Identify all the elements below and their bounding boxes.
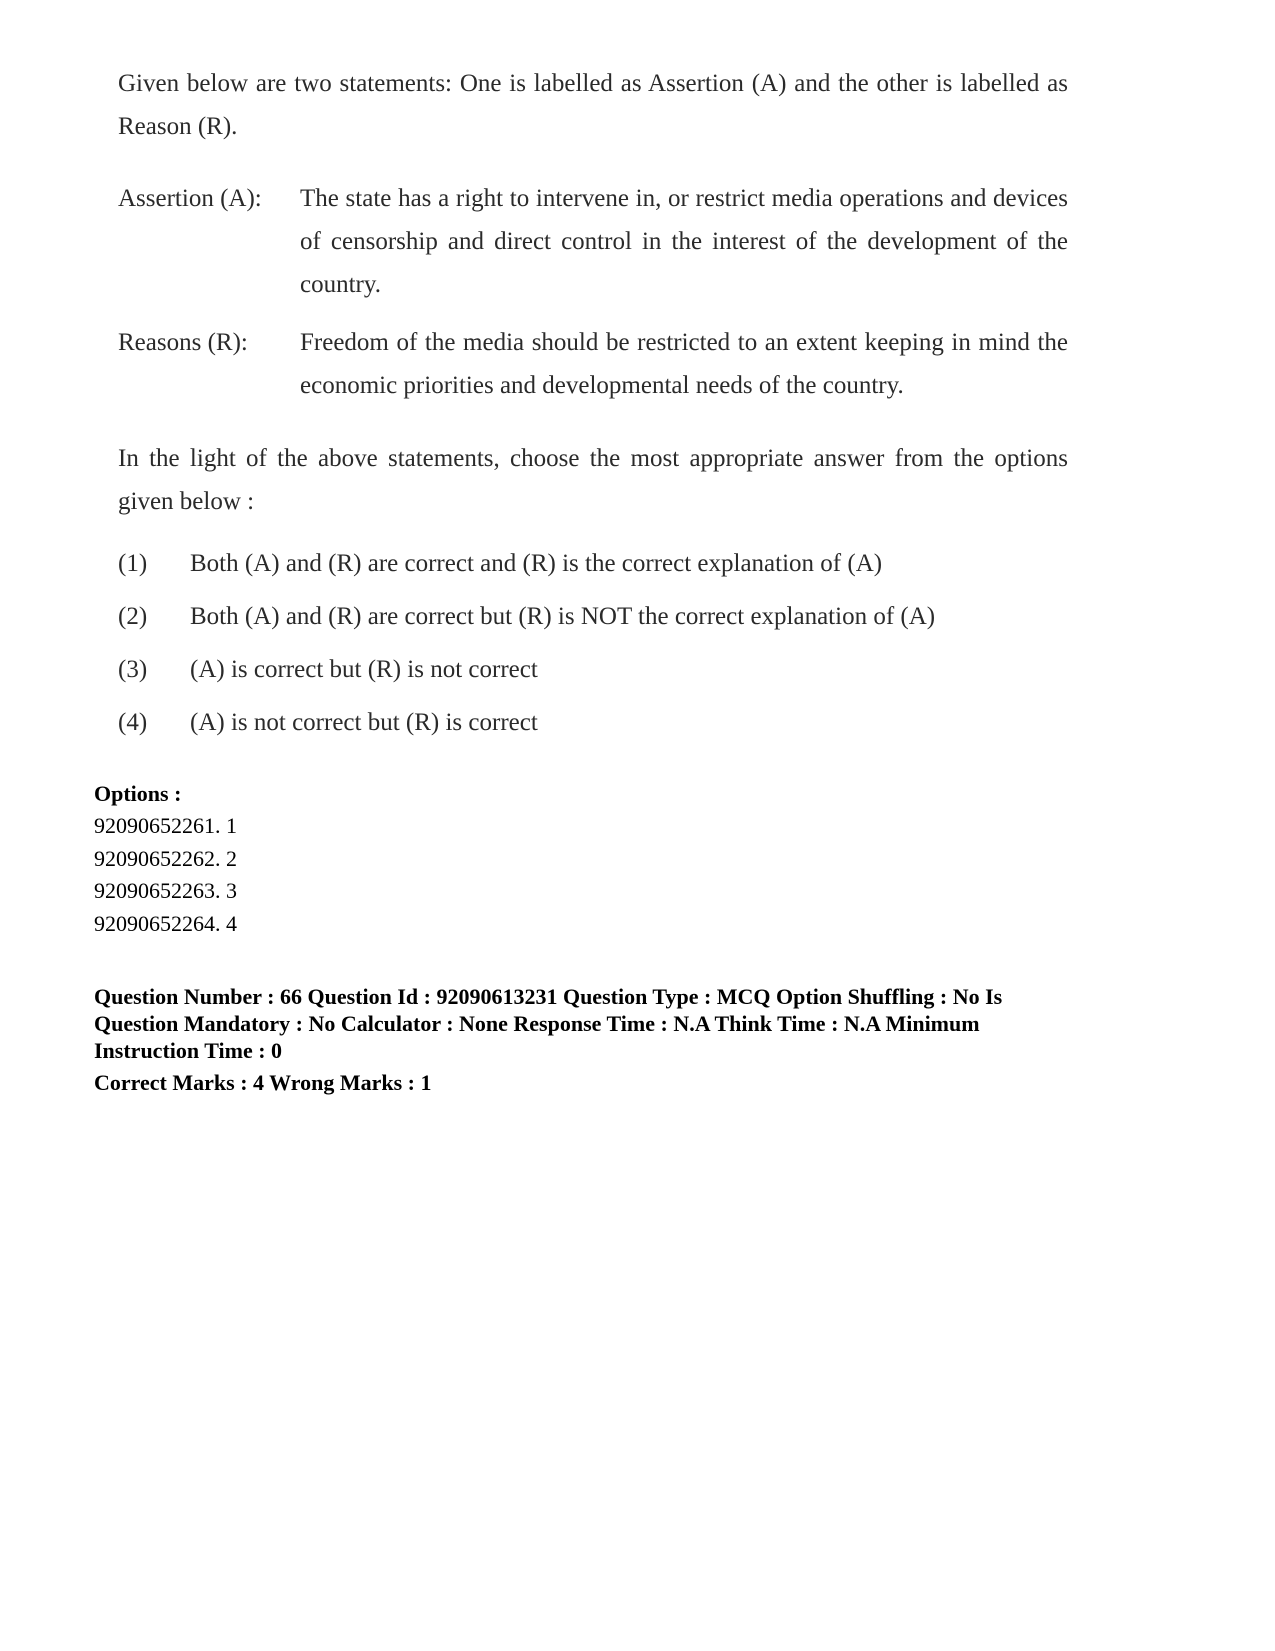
answer-choice — [118, 550, 1068, 603]
assertion-statement — [118, 177, 1068, 306]
question-info-line: Question Mandatory : No Calculator : None Response Time : N.A Think Time : N.A Minimum — [94, 1011, 980, 1036]
reason-statement — [118, 321, 1068, 407]
question-image — [118, 62, 1068, 762]
option-id: 92090652262. 2 — [94, 845, 237, 871]
choice-number: (2) — [118, 603, 148, 630]
reason-text: Freedom of the media should be restricted to an extent keeping in mind the economic priorities and developmental needs of the country. — [300, 329, 1068, 399]
option-id: 92090652261. 1 — [94, 813, 237, 838]
next-question-info — [94, 983, 1184, 1064]
assertion-text: The state has a right to intervene in, or restrict media operations and devices of censorship and direct control in the interest of the development of the country. — [300, 185, 1068, 298]
marks-info: Correct Marks : 4 Wrong Marks : 1 — [94, 1070, 432, 1095]
question-info-line: Instruction Time : 0 — [94, 1038, 283, 1063]
question-prompt: In the light of the above statements, choose the most appropriate answer from the options given below : — [118, 445, 1068, 515]
assertion-label: Assertion (A): — [118, 185, 262, 212]
question-metadata — [94, 778, 1184, 1096]
choice-text: (A) is not correct but (R) is correct — [190, 709, 538, 736]
option-id: 92090652264. 4 — [94, 910, 237, 936]
answer-choices — [118, 550, 1068, 762]
question-intro: Given below are two statements: One is labelled as Assertion (A) and the other is labelled as Reason (R). — [118, 70, 1068, 140]
options-heading: Options : — [94, 781, 182, 806]
answer-choice — [118, 656, 1068, 709]
answer-choice — [118, 709, 1068, 762]
question-info-line: Question Number : 66 Question Id : 92090613231 Question Type : MCQ Option Shuffling : No Is — [94, 984, 1003, 1009]
choice-number: (3) — [118, 656, 148, 683]
option-id: 92090652263. 3 — [94, 878, 237, 903]
reason-label: Reasons (R): — [118, 329, 248, 356]
choice-text: Both (A) and (R) are correct but (R) is NOT the correct explanation of (A) — [190, 603, 936, 630]
choice-number: (1) — [118, 550, 148, 577]
answer-choice — [118, 603, 1068, 656]
choice-text: Both (A) and (R) are correct and (R) is the correct explanation of (A) — [190, 550, 883, 577]
choice-text: (A) is correct but (R) is not correct — [190, 656, 538, 683]
choice-number: (4) — [118, 709, 148, 736]
